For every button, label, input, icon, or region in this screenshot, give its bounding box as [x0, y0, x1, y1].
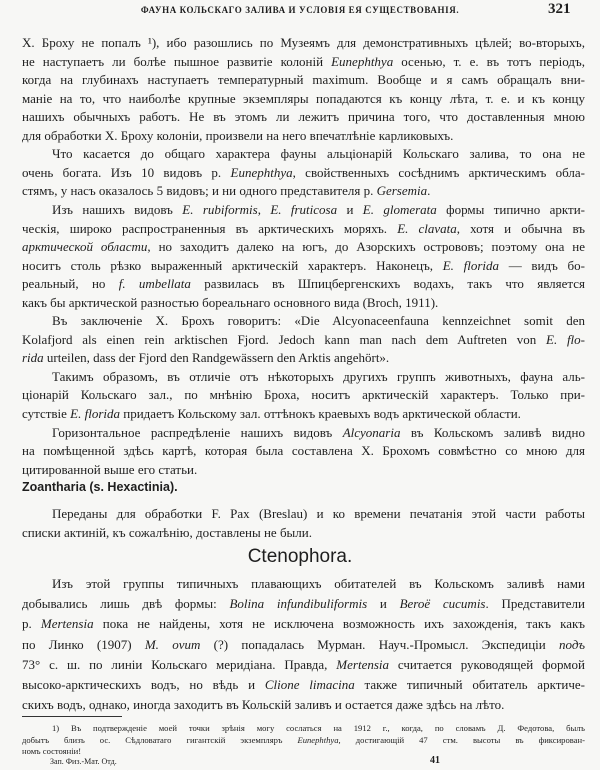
- italic-term: E. fruticosa: [270, 201, 338, 217]
- italic-term: Alcyonaria: [342, 424, 401, 440]
- text-segment: , хотя и обычна въ: [456, 220, 585, 236]
- text-line: [22, 256, 585, 275]
- text-line: [22, 33, 585, 52]
- journal-signature: Зап. Физ.-Мат. Отд.: [50, 757, 117, 766]
- text-segment: на помѣщенной здѣсь картѣ, которая была составлена Х. Брохомъ совмѣстно со мною для: [22, 443, 585, 459]
- italic-term: E. florida: [70, 406, 121, 421]
- italic-term: Gersemia: [376, 183, 428, 199]
- text-line: [22, 163, 585, 182]
- section-heading-ctenophora: Ctenophora.: [247, 546, 353, 567]
- text-segment: ціонарій Кольскаго зал., по мнѣнію Броха, носитъ арктическій характеръ. Только при-: [22, 387, 585, 403]
- text-segment: Переданы для обработки F. Pax (Breslau) и ко времени печатанія этой части работы: [52, 506, 585, 521]
- text-line: [22, 423, 585, 442]
- text-segment: развилась въ Шпицбергенскихъ водахъ, такъ что является: [190, 276, 585, 292]
- italic-term: E. rubiformis: [182, 201, 258, 217]
- italic-term: f. umbellata: [118, 276, 191, 292]
- italic-term: Bolina infundibuliformis: [229, 596, 368, 612]
- text-line: [22, 441, 585, 460]
- text-line: [22, 293, 585, 312]
- text-segment: Горизонтальное распредѣленіе нашихъ видовъ: [52, 424, 343, 440]
- running-title: ФАУНА КОЛЬСКАГО ЗАЛИВА И УСЛОВІЯ ЕЯ СУЩЕСТВОВАНІЯ.: [140, 5, 460, 15]
- footnote-line: [22, 745, 585, 757]
- text-segment: очень богата. Изъ 10 видовъ р.: [22, 164, 231, 180]
- italic-term: rida: [22, 350, 44, 366]
- text-line: [22, 200, 585, 219]
- text-line: [22, 219, 585, 238]
- text-line: [22, 330, 585, 349]
- text-line: [22, 181, 585, 200]
- text-segment: для обработки Х. Броху колоніи, произвели на него впечатлѣніе карликовыхъ.: [22, 127, 454, 143]
- text-segment: Х. Броху не попалъ ¹), ибо разошлись по Музеямъ для демонстративныхъ цѣлей; во-вторыхъ,: [22, 35, 585, 50]
- text-line: [22, 348, 585, 367]
- text-segment: urteilen, dass der Fjord den Randgewässern den Arktis angehört».: [43, 350, 390, 366]
- italic-term: Eunephthya: [331, 53, 394, 69]
- text-segment: стямъ, у насъ оказалось 5 видовъ; и ни одного представителя р.: [22, 183, 377, 199]
- italic-term: E. clavata: [397, 220, 457, 236]
- text-segment: какъ бы арктической разностью бореальнаго основного вида (Broch, 1911).: [22, 294, 439, 310]
- text-segment: пока не найдены, хотя не исключена возможность ихъ захожденія, такъ какъ: [93, 616, 585, 632]
- text-line: [22, 107, 585, 126]
- text-segment: ,: [257, 201, 271, 217]
- text-line: [22, 635, 585, 654]
- text-segment: не наступаетъ ли болѣе пышное развитіе колоній: [22, 53, 332, 69]
- text-line: [22, 52, 585, 71]
- text-line: [22, 274, 585, 293]
- text-segment: также типичный обитатель арктиче-: [354, 677, 585, 692]
- text-segment: , но заходитъ далеко на югъ, до Азорскихъ острововъ; поэтому она не: [147, 239, 585, 255]
- text-line: [22, 655, 585, 674]
- text-line: [22, 404, 585, 423]
- text-line: [22, 695, 585, 714]
- text-segment: считается руководящей формой: [389, 656, 585, 672]
- text-segment: осенью, т. е. въ тотъ періодъ,: [393, 53, 585, 69]
- text-segment: Kolafjord als einen rein arktischen Fjord. Jedoch kann man nach dem Auftreten von: [22, 331, 547, 347]
- italic-term: Clione limacina: [264, 677, 355, 692]
- text-segment: Изъ нашихъ видовъ: [52, 201, 183, 217]
- text-segment: Такимъ образомъ, въ отличіе отъ нѣкоторыхъ другихъ группъ животныхъ, фауна аль-: [52, 368, 585, 384]
- text-line: [22, 126, 585, 145]
- text-segment: маніе на то, что наиболѣе крупные экземпляры попадаются къ концу лѣта, т. е. и къ концу: [22, 90, 585, 106]
- text-segment: нашихъ обычныхъ работъ. Не въ этомъ ли лежитъ причина того, что доставленныя мною: [22, 109, 585, 125]
- text-segment: 73° с. ш. по линіи Кольскаго меридіана. Правда,: [22, 656, 337, 672]
- text-segment: — видъ бо-: [499, 257, 585, 273]
- italic-term: Eunephthya: [297, 734, 339, 745]
- text-segment: высоко-арктическихъ водъ, но вѣдь и: [22, 677, 265, 692]
- text-segment: когда на глубинахъ наступаетъ температурный maximum. Вообще и я самъ обращалъ вни-: [22, 72, 585, 88]
- text-segment: цитированной выше его статьи.: [22, 461, 198, 477]
- text-line: [22, 574, 585, 593]
- text-line: [22, 367, 585, 386]
- text-line: [22, 675, 585, 694]
- text-segment: , достигающій 47 стм. высоты въ фиксирован-: [338, 734, 585, 745]
- italic-term: E. flo-: [546, 331, 585, 347]
- text-segment: сутствіе: [22, 406, 71, 421]
- section-heading-zoantharia: Zoantharia (s. Hexactinia).: [22, 480, 178, 494]
- text-line: [22, 594, 585, 613]
- text-segment: носитъ столь рѣзко выраженный арктическій характеръ. Наконецъ,: [22, 257, 443, 273]
- text-line: [22, 460, 585, 479]
- italic-term: M. ovum: [144, 636, 201, 652]
- text-segment: .: [427, 183, 431, 199]
- text-segment: номъ состояніи!: [22, 746, 82, 756]
- text-segment: добывались лишь двѣ формы:: [22, 596, 230, 612]
- text-segment: скихъ водъ, однако, иногда заходитъ въ Кольскій заливъ и остается даже здѣсь на лѣто.: [22, 697, 505, 713]
- text-segment: въ Кольскомъ заливѣ видно: [400, 424, 585, 440]
- text-segment: по Линко (1907): [22, 636, 145, 652]
- text-segment: 1) Въ подтвержденіе моей точки зрѣнія могу сослаться на 1912 г., когда, по словамъ Д. Федотова, былъ: [52, 723, 585, 733]
- text-line: [22, 70, 585, 89]
- italic-term: E. glomerata: [362, 201, 437, 217]
- text-line: [22, 89, 585, 108]
- footnote-line: [22, 734, 585, 746]
- text-segment: (?) попадалась Мурман. Науч.-Промысл. Экспедиціи: [200, 636, 559, 652]
- text-line: [22, 523, 585, 542]
- text-segment: ческія, широко распространенныя въ арктическихъ моряхъ.: [22, 220, 398, 236]
- text-segment: и: [337, 201, 363, 217]
- italic-term: Eunephthya: [230, 164, 293, 180]
- footnote-line: [22, 722, 585, 734]
- text-line: [22, 237, 585, 256]
- italic-term: Beroë cucumis: [399, 596, 486, 612]
- text-segment: реальный, но: [22, 276, 119, 292]
- italic-term: Mertensia: [336, 656, 390, 672]
- italic-term: подъ: [559, 636, 585, 652]
- text-line: [22, 504, 585, 523]
- text-segment: р.: [22, 616, 41, 632]
- text-segment: Въ заключеніе Х. Брохъ говоритъ: «Die Alcyonaceenfauna kennzeichnet somit den: [52, 313, 585, 329]
- text-segment: формы типично аркти-: [436, 201, 585, 217]
- text-segment: Изъ этой группы типичныхъ плавающихъ обитателей въ Кольскомъ заливѣ нами: [52, 576, 585, 591]
- page-number: 321: [548, 1, 571, 17]
- text-line: [22, 385, 585, 404]
- italic-term: арктической области: [22, 239, 148, 255]
- text-segment: придаетъ Кольскому зал. оттѣнокъ краевыхъ водъ арктической области.: [120, 406, 521, 421]
- text-segment: . Представители: [485, 596, 585, 612]
- text-segment: списки актиній, къ сожалѣнію, доставлены не были.: [22, 525, 312, 540]
- italic-term: E. florida: [442, 257, 500, 273]
- text-segment: Что касается до общаго характера фауны альціонарій Кольскаго залива, то она не: [52, 146, 585, 162]
- sheet-number: 41: [430, 755, 440, 766]
- footnote-divider: [22, 716, 122, 717]
- text-line: [22, 144, 585, 163]
- text-segment: , свойственныхъ сосѣднимъ арктическимъ обла-: [292, 164, 585, 180]
- text-line: [22, 614, 585, 633]
- text-line: [22, 311, 585, 330]
- text-segment: добытъ близъ ос. Сѣдловатаго гигантскій экземпляръ: [22, 734, 298, 745]
- text-segment: и: [367, 596, 400, 612]
- italic-term: Mertensia: [40, 616, 94, 632]
